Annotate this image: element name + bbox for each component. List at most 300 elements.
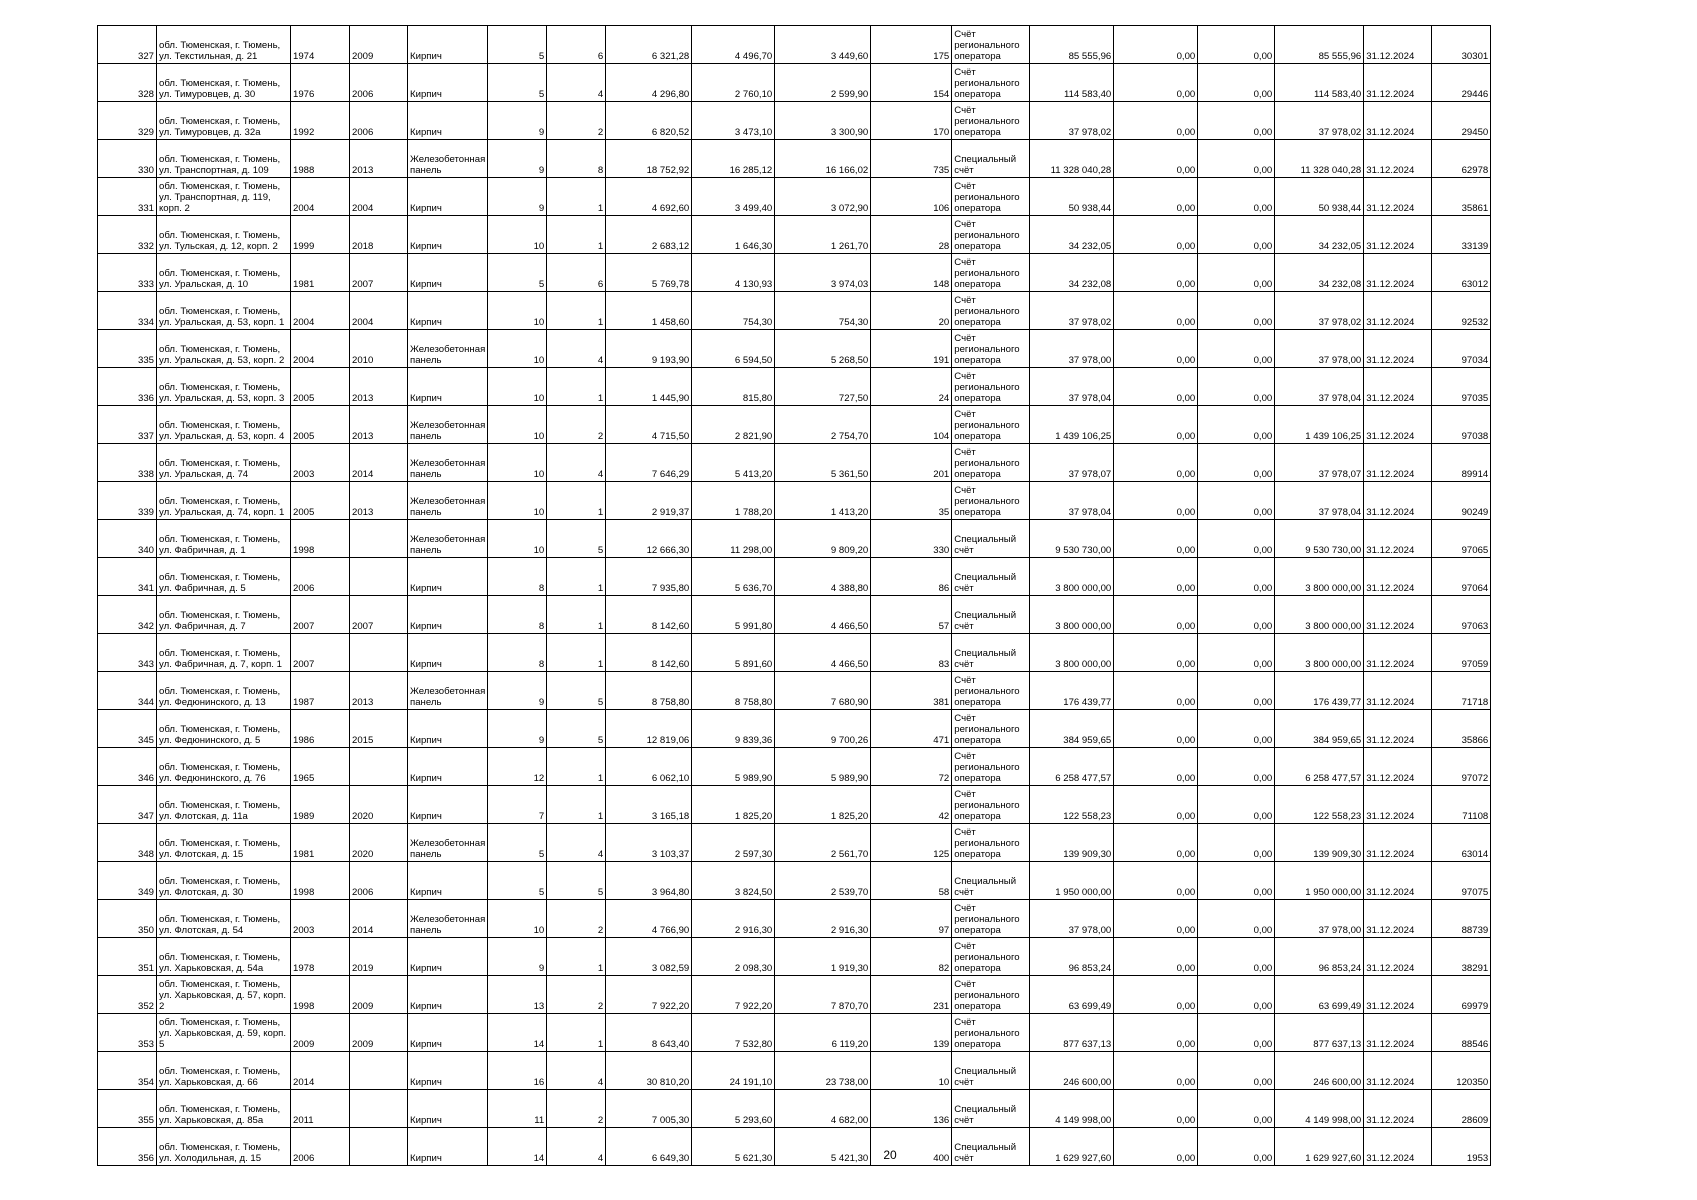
cell-owned-area: 5 989,90: [775, 748, 871, 786]
cell-account-type: Счёт регионального оператора: [952, 900, 1030, 938]
cell-account-type: Счёт регионального оператора: [952, 216, 1030, 254]
cell-fund-balance: 37 978,02: [1030, 292, 1114, 330]
cell-house-id: 97034: [1432, 330, 1491, 368]
cell-build-year: 1987: [291, 672, 350, 710]
cell-living-area: 1 788,20: [692, 482, 775, 520]
cell-account-type: Счёт регионального оператора: [952, 824, 1030, 862]
cell-total-area: 6 820,52: [606, 102, 692, 140]
cell-wall-material: Кирпич: [408, 216, 488, 254]
table-row: [98, 1052, 1491, 1090]
cell-total-area: 6 649,30: [606, 1128, 692, 1166]
cell-build-year: 1981: [291, 824, 350, 862]
cell-owned-area: 2 754,70: [775, 406, 871, 444]
cell-address: обл. Тюменская, г. Тюмень, ул. Флотская, д. 54: [157, 900, 291, 938]
cell-fund-total: 122 558,23: [1275, 786, 1364, 824]
cell-total-area: 2 919,37: [606, 482, 692, 520]
cell-house-id: 97035: [1432, 368, 1491, 406]
cell-row-number: 339: [98, 482, 157, 520]
table-row: [98, 976, 1491, 1014]
cell-entrances: 1: [547, 558, 606, 596]
cell-living-area: 3 824,50: [692, 862, 775, 900]
cell-address: обл. Тюменская, г. Тюмень, ул. Харьковская, д. 66: [157, 1052, 291, 1090]
cell-report-date: 31.12.2024: [1364, 254, 1432, 292]
cell-repair-year: 2020: [350, 824, 408, 862]
cell-fund-balance: 1 439 106,25: [1030, 406, 1114, 444]
cell-living-area: 16 285,12: [692, 140, 775, 178]
cell-fund-total: 877 637,13: [1275, 1014, 1364, 1052]
cell-row-number: 354: [98, 1052, 157, 1090]
cell-fund-total: 3 800 000,00: [1275, 596, 1364, 634]
cell-house-id: 89914: [1432, 444, 1491, 482]
cell-residents: 191: [871, 330, 952, 368]
cell-debt-2: 0,00: [1198, 672, 1275, 710]
cell-repair-year: 2009: [350, 26, 408, 64]
table-row: [98, 938, 1491, 976]
cell-fund-total: 246 600,00: [1275, 1052, 1364, 1090]
cell-residents: 10: [871, 1052, 952, 1090]
cell-house-id: 35866: [1432, 710, 1491, 748]
table-row: [98, 1090, 1491, 1128]
cell-debt-2: 0,00: [1198, 900, 1275, 938]
cell-fund-balance: 37 978,00: [1030, 900, 1114, 938]
cell-residents: 735: [871, 140, 952, 178]
cell-total-area: 7 646,29: [606, 444, 692, 482]
cell-fund-total: 1 950 000,00: [1275, 862, 1364, 900]
cell-build-year: 2006: [291, 1128, 350, 1166]
cell-residents: 86: [871, 558, 952, 596]
cell-row-number: 352: [98, 976, 157, 1014]
cell-living-area: 24 191,10: [692, 1052, 775, 1090]
cell-debt-1: 0,00: [1114, 824, 1198, 862]
cell-living-area: 8 758,80: [692, 672, 775, 710]
cell-debt-2: 0,00: [1198, 330, 1275, 368]
cell-address: обл. Тюменская, г. Тюмень, ул. Федюнинского, д. 13: [157, 672, 291, 710]
cell-floors: 10: [488, 292, 547, 330]
cell-owned-area: 5 421,30: [775, 1128, 871, 1166]
cell-house-id: 29450: [1432, 102, 1491, 140]
cell-living-area: 5 621,30: [692, 1128, 775, 1166]
cell-owned-area: 4 682,00: [775, 1090, 871, 1128]
cell-total-area: 1 445,90: [606, 368, 692, 406]
cell-row-number: 340: [98, 520, 157, 558]
cell-address: обл. Тюменская, г. Тюмень, ул. Федюнинского, д. 76: [157, 748, 291, 786]
cell-owned-area: 3 974,03: [775, 254, 871, 292]
cell-living-area: 2 098,30: [692, 938, 775, 976]
cell-owned-area: 3 072,90: [775, 178, 871, 216]
cell-living-area: 5 991,80: [692, 596, 775, 634]
cell-entrances: 4: [547, 444, 606, 482]
cell-owned-area: 6 119,20: [775, 1014, 871, 1052]
cell-fund-total: 6 258 477,57: [1275, 748, 1364, 786]
cell-house-id: 97063: [1432, 596, 1491, 634]
cell-house-id: 29446: [1432, 64, 1491, 102]
cell-living-area: 5 636,70: [692, 558, 775, 596]
cell-report-date: 31.12.2024: [1364, 1014, 1432, 1052]
cell-account-type: Специальный счёт: [952, 140, 1030, 178]
cell-row-number: 343: [98, 634, 157, 672]
cell-residents: 330: [871, 520, 952, 558]
table-row: [98, 216, 1491, 254]
cell-floors: 11: [488, 1090, 547, 1128]
cell-residents: 72: [871, 748, 952, 786]
cell-house-id: 71718: [1432, 672, 1491, 710]
cell-repair-year: 2014: [350, 444, 408, 482]
table-row: [98, 1014, 1491, 1052]
cell-report-date: 31.12.2024: [1364, 26, 1432, 64]
cell-total-area: 3 103,37: [606, 824, 692, 862]
cell-debt-2: 0,00: [1198, 1052, 1275, 1090]
cell-floors: 10: [488, 900, 547, 938]
cell-row-number: 348: [98, 824, 157, 862]
cell-wall-material: Кирпич: [408, 64, 488, 102]
cell-living-area: 5 413,20: [692, 444, 775, 482]
cell-wall-material: Кирпич: [408, 102, 488, 140]
cell-repair-year: 2006: [350, 862, 408, 900]
cell-debt-2: 0,00: [1198, 26, 1275, 64]
cell-fund-total: 50 938,44: [1275, 178, 1364, 216]
cell-address: обл. Тюменская, г. Тюмень, ул. Уральская, д. 53, корп. 1: [157, 292, 291, 330]
cell-house-id: 97072: [1432, 748, 1491, 786]
cell-report-date: 31.12.2024: [1364, 976, 1432, 1014]
cell-owned-area: 2 561,70: [775, 824, 871, 862]
cell-debt-2: 0,00: [1198, 596, 1275, 634]
cell-debt-2: 0,00: [1198, 634, 1275, 672]
table-row: [98, 634, 1491, 672]
cell-wall-material: Кирпич: [408, 596, 488, 634]
cell-owned-area: 23 738,00: [775, 1052, 871, 1090]
cell-residents: 175: [871, 26, 952, 64]
cell-fund-total: 37 978,04: [1275, 482, 1364, 520]
cell-account-type: Счёт регионального оператора: [952, 64, 1030, 102]
cell-build-year: 2011: [291, 1090, 350, 1128]
cell-debt-2: 0,00: [1198, 862, 1275, 900]
cell-debt-2: 0,00: [1198, 292, 1275, 330]
cell-repair-year: 2013: [350, 368, 408, 406]
cell-wall-material: Кирпич: [408, 634, 488, 672]
cell-debt-2: 0,00: [1198, 178, 1275, 216]
cell-address: обл. Тюменская, г. Тюмень, ул. Федюнинского, д. 5: [157, 710, 291, 748]
cell-row-number: 332: [98, 216, 157, 254]
cell-floors: 9: [488, 140, 547, 178]
cell-entrances: 2: [547, 976, 606, 1014]
cell-floors: 14: [488, 1128, 547, 1166]
page-number: 20: [883, 1148, 897, 1162]
cell-floors: 5: [488, 824, 547, 862]
cell-fund-balance: 37 978,02: [1030, 102, 1114, 140]
cell-living-area: 4 496,70: [692, 26, 775, 64]
cell-residents: 82: [871, 938, 952, 976]
cell-owned-area: 9 700,26: [775, 710, 871, 748]
cell-debt-1: 0,00: [1114, 710, 1198, 748]
cell-report-date: 31.12.2024: [1364, 140, 1432, 178]
cell-floors: 5: [488, 254, 547, 292]
cell-build-year: 1999: [291, 216, 350, 254]
cell-fund-total: 34 232,08: [1275, 254, 1364, 292]
cell-entrances: 5: [547, 672, 606, 710]
cell-residents: 58: [871, 862, 952, 900]
cell-total-area: 5 769,78: [606, 254, 692, 292]
cell-entrances: 1: [547, 482, 606, 520]
cell-address: обл. Тюменская, г. Тюмень, ул. Харьковская, д. 57, корп. 2: [157, 976, 291, 1014]
cell-entrances: 5: [547, 862, 606, 900]
cell-living-area: 2 916,30: [692, 900, 775, 938]
cell-owned-area: 7 870,70: [775, 976, 871, 1014]
cell-build-year: 2009: [291, 1014, 350, 1052]
cell-debt-1: 0,00: [1114, 976, 1198, 1014]
cell-fund-balance: 85 555,96: [1030, 26, 1114, 64]
cell-build-year: 2006: [291, 558, 350, 596]
cell-report-date: 31.12.2024: [1364, 102, 1432, 140]
cell-report-date: 31.12.2024: [1364, 1052, 1432, 1090]
cell-entrances: 1: [547, 368, 606, 406]
cell-residents: 104: [871, 406, 952, 444]
cell-owned-area: 5 268,50: [775, 330, 871, 368]
cell-fund-balance: 384 959,65: [1030, 710, 1114, 748]
cell-fund-balance: 3 800 000,00: [1030, 634, 1114, 672]
cell-debt-1: 0,00: [1114, 292, 1198, 330]
cell-entrances: 1: [547, 786, 606, 824]
cell-residents: 35: [871, 482, 952, 520]
cell-fund-balance: 4 149 998,00: [1030, 1090, 1114, 1128]
cell-report-date: 31.12.2024: [1364, 596, 1432, 634]
cell-fund-total: 96 853,24: [1275, 938, 1364, 976]
cell-total-area: 12 819,06: [606, 710, 692, 748]
cell-residents: 106: [871, 178, 952, 216]
cell-owned-area: 2 916,30: [775, 900, 871, 938]
cell-repair-year: 2013: [350, 482, 408, 520]
cell-row-number: 346: [98, 748, 157, 786]
cell-account-type: Специальный счёт: [952, 596, 1030, 634]
cell-residents: 400: [871, 1128, 952, 1166]
cell-account-type: Счёт регионального оператора: [952, 178, 1030, 216]
cell-floors: 10: [488, 482, 547, 520]
cell-debt-1: 0,00: [1114, 1052, 1198, 1090]
cell-house-id: 88739: [1432, 900, 1491, 938]
cell-debt-1: 0,00: [1114, 254, 1198, 292]
cell-wall-material: Кирпич: [408, 178, 488, 216]
cell-living-area: 4 130,93: [692, 254, 775, 292]
cell-repair-year: 2010: [350, 330, 408, 368]
cell-owned-area: 5 361,50: [775, 444, 871, 482]
cell-row-number: 342: [98, 596, 157, 634]
cell-report-date: 31.12.2024: [1364, 786, 1432, 824]
cell-address: обл. Тюменская, г. Тюмень, ул. Флотская, д. 30: [157, 862, 291, 900]
cell-floors: 9: [488, 178, 547, 216]
cell-debt-1: 0,00: [1114, 558, 1198, 596]
cell-wall-material: Кирпич: [408, 938, 488, 976]
cell-entrances: 4: [547, 1128, 606, 1166]
cell-entrances: 4: [547, 330, 606, 368]
cell-entrances: 4: [547, 824, 606, 862]
cell-fund-total: 37 978,00: [1275, 330, 1364, 368]
table-row: [98, 406, 1491, 444]
cell-house-id: 97038: [1432, 406, 1491, 444]
cell-fund-total: 9 530 730,00: [1275, 520, 1364, 558]
cell-floors: 12: [488, 748, 547, 786]
cell-address: обл. Тюменская, г. Тюмень, ул. Транспортная, д. 119, корп. 2: [157, 178, 291, 216]
cell-address: обл. Тюменская, г. Тюмень, ул. Уральская, д. 53, корп. 2: [157, 330, 291, 368]
cell-total-area: 7 922,20: [606, 976, 692, 1014]
cell-fund-balance: 34 232,05: [1030, 216, 1114, 254]
cell-entrances: 1: [547, 292, 606, 330]
cell-fund-total: 85 555,96: [1275, 26, 1364, 64]
cell-repair-year: 2013: [350, 406, 408, 444]
cell-entrances: 8: [547, 140, 606, 178]
cell-debt-1: 0,00: [1114, 178, 1198, 216]
cell-residents: 201: [871, 444, 952, 482]
cell-entrances: 6: [547, 254, 606, 292]
cell-repair-year: 2013: [350, 140, 408, 178]
cell-debt-1: 0,00: [1114, 1014, 1198, 1052]
cell-house-id: 30301: [1432, 26, 1491, 64]
cell-account-type: Счёт регионального оператора: [952, 406, 1030, 444]
cell-wall-material: Кирпич: [408, 368, 488, 406]
cell-account-type: Счёт регионального оператора: [952, 710, 1030, 748]
table-row: [98, 102, 1491, 140]
cell-living-area: 3 473,10: [692, 102, 775, 140]
cell-owned-area: 1 413,20: [775, 482, 871, 520]
cell-wall-material: Кирпич: [408, 1014, 488, 1052]
cell-fund-balance: 114 583,40: [1030, 64, 1114, 102]
cell-account-type: Счёт регионального оператора: [952, 444, 1030, 482]
cell-fund-balance: 3 800 000,00: [1030, 558, 1114, 596]
cell-house-id: 63012: [1432, 254, 1491, 292]
cell-account-type: Специальный счёт: [952, 1052, 1030, 1090]
cell-build-year: 1992: [291, 102, 350, 140]
cell-floors: 5: [488, 64, 547, 102]
cell-debt-1: 0,00: [1114, 862, 1198, 900]
cell-living-area: 2 760,10: [692, 64, 775, 102]
cell-entrances: 1: [547, 596, 606, 634]
cell-wall-material: Кирпич: [408, 558, 488, 596]
cell-build-year: 1976: [291, 64, 350, 102]
cell-entrances: 1: [547, 216, 606, 254]
cell-fund-total: 11 328 040,28: [1275, 140, 1364, 178]
cell-build-year: 2007: [291, 596, 350, 634]
cell-living-area: 11 298,00: [692, 520, 775, 558]
cell-row-number: 350: [98, 900, 157, 938]
cell-debt-1: 0,00: [1114, 672, 1198, 710]
table-row: [98, 862, 1491, 900]
cell-floors: 8: [488, 558, 547, 596]
table-row: [98, 178, 1491, 216]
cell-floors: 9: [488, 102, 547, 140]
cell-owned-area: 16 166,02: [775, 140, 871, 178]
table-row: [98, 824, 1491, 862]
cell-residents: 471: [871, 710, 952, 748]
cell-house-id: 97059: [1432, 634, 1491, 672]
cell-debt-1: 0,00: [1114, 938, 1198, 976]
cell-floors: 10: [488, 520, 547, 558]
cell-address: обл. Тюменская, г. Тюмень, ул. Харьковская, д. 85а: [157, 1090, 291, 1128]
cell-wall-material: Железобетонная панель: [408, 672, 488, 710]
cell-report-date: 31.12.2024: [1364, 330, 1432, 368]
cell-debt-2: 0,00: [1198, 976, 1275, 1014]
cell-total-area: 6 062,10: [606, 748, 692, 786]
cell-debt-2: 0,00: [1198, 1014, 1275, 1052]
cell-house-id: 33139: [1432, 216, 1491, 254]
cell-address: обл. Тюменская, г. Тюмень, ул. Харьковская, д. 59, корп. 5: [157, 1014, 291, 1052]
cell-wall-material: Кирпич: [408, 254, 488, 292]
cell-report-date: 31.12.2024: [1364, 482, 1432, 520]
table-row: [98, 748, 1491, 786]
cell-debt-2: 0,00: [1198, 824, 1275, 862]
cell-account-type: Счёт регионального оператора: [952, 672, 1030, 710]
cell-wall-material: Кирпич: [408, 710, 488, 748]
cell-fund-balance: 37 978,04: [1030, 368, 1114, 406]
cell-living-area: 6 594,50: [692, 330, 775, 368]
cell-residents: 170: [871, 102, 952, 140]
cell-address: обл. Тюменская, г. Тюмень, ул. Фабричная, д. 7, корп. 1: [157, 634, 291, 672]
cell-report-date: 31.12.2024: [1364, 748, 1432, 786]
cell-wall-material: Железобетонная панель: [408, 824, 488, 862]
cell-debt-1: 0,00: [1114, 1090, 1198, 1128]
cell-repair-year: 2006: [350, 102, 408, 140]
cell-repair-year: 2009: [350, 1014, 408, 1052]
cell-debt-2: 0,00: [1198, 558, 1275, 596]
cell-entrances: 4: [547, 64, 606, 102]
cell-repair-year: [350, 1090, 408, 1128]
cell-repair-year: [350, 634, 408, 672]
cell-debt-2: 0,00: [1198, 444, 1275, 482]
cell-owned-area: 4 466,50: [775, 596, 871, 634]
cell-account-type: Счёт регионального оператора: [952, 1014, 1030, 1052]
cell-fund-total: 1 439 106,25: [1275, 406, 1364, 444]
cell-floors: 8: [488, 596, 547, 634]
cell-debt-1: 0,00: [1114, 368, 1198, 406]
cell-debt-2: 0,00: [1198, 368, 1275, 406]
cell-house-id: 92532: [1432, 292, 1491, 330]
cell-build-year: 2004: [291, 178, 350, 216]
cell-total-area: 7 005,30: [606, 1090, 692, 1128]
cell-total-area: 4 296,80: [606, 64, 692, 102]
cell-total-area: 6 321,28: [606, 26, 692, 64]
cell-residents: 148: [871, 254, 952, 292]
cell-fund-balance: 11 328 040,28: [1030, 140, 1114, 178]
cell-entrances: 1: [547, 938, 606, 976]
cell-owned-area: 1 261,70: [775, 216, 871, 254]
cell-row-number: 337: [98, 406, 157, 444]
cell-floors: 9: [488, 672, 547, 710]
cell-house-id: 88546: [1432, 1014, 1491, 1052]
cell-debt-2: 0,00: [1198, 1128, 1275, 1166]
cell-wall-material: Кирпич: [408, 786, 488, 824]
cell-build-year: 1978: [291, 938, 350, 976]
cell-house-id: 120350: [1432, 1052, 1491, 1090]
cell-house-id: 1953: [1432, 1128, 1491, 1166]
cell-floors: 9: [488, 938, 547, 976]
cell-total-area: 12 666,30: [606, 520, 692, 558]
cell-debt-1: 0,00: [1114, 786, 1198, 824]
cell-account-type: Счёт регионального оператора: [952, 368, 1030, 406]
cell-account-type: Счёт регионального оператора: [952, 938, 1030, 976]
cell-house-id: 38291: [1432, 938, 1491, 976]
cell-address: обл. Тюменская, г. Тюмень, ул. Текстильная, д. 21: [157, 26, 291, 64]
cell-total-area: 8 758,80: [606, 672, 692, 710]
cell-wall-material: Железобетонная панель: [408, 330, 488, 368]
cell-build-year: 2014: [291, 1052, 350, 1090]
cell-repair-year: 2009: [350, 976, 408, 1014]
cell-residents: 97: [871, 900, 952, 938]
cell-repair-year: 2004: [350, 292, 408, 330]
cell-repair-year: 2014: [350, 900, 408, 938]
cell-living-area: 2 597,30: [692, 824, 775, 862]
cell-floors: 16: [488, 1052, 547, 1090]
cell-row-number: 344: [98, 672, 157, 710]
cell-residents: 231: [871, 976, 952, 1014]
cell-debt-2: 0,00: [1198, 482, 1275, 520]
cell-owned-area: 754,30: [775, 292, 871, 330]
